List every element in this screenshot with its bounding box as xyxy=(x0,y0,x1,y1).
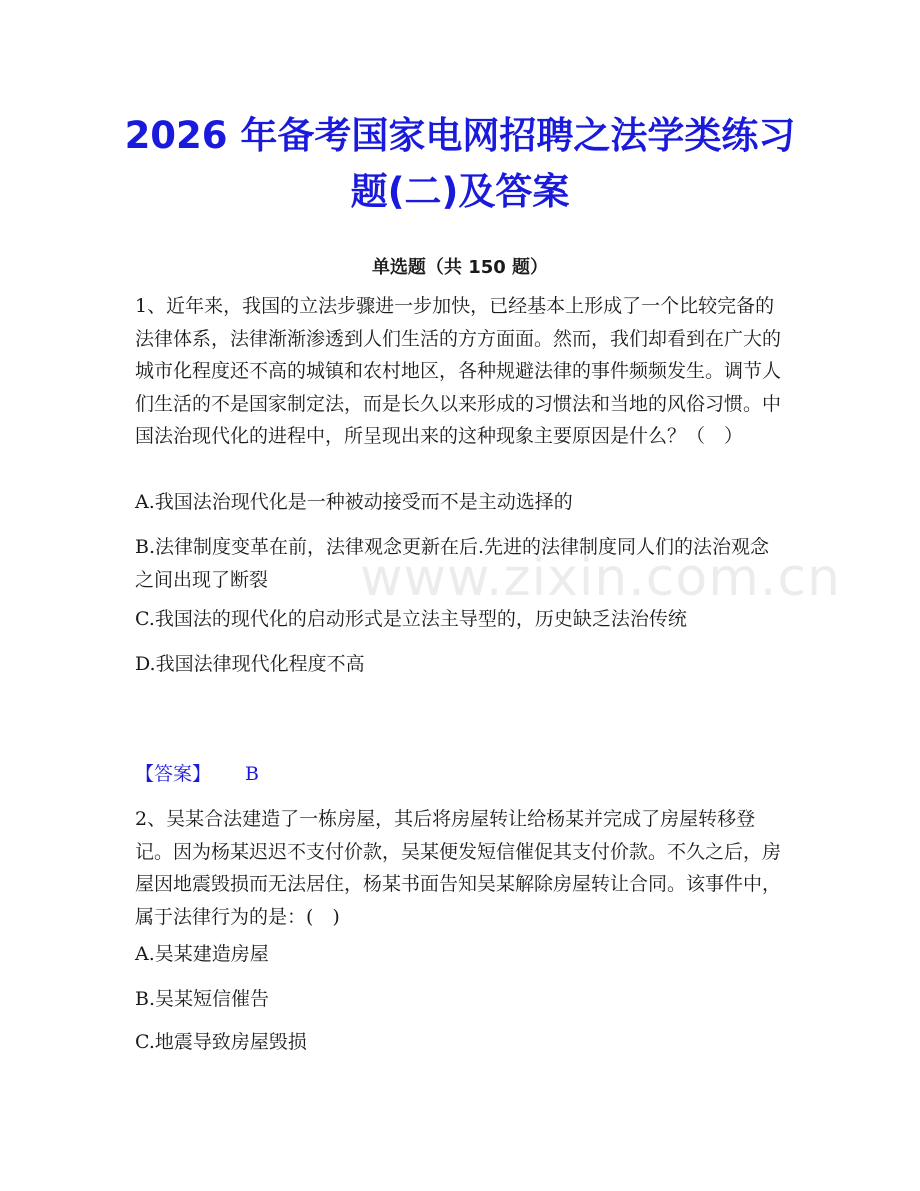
question-2-option-b: B.吴某短信催告 xyxy=(135,988,270,1010)
question-2-option-a: A.吴某建造房屋 xyxy=(135,943,269,965)
question-1-option-a: A.我国法治现代化是一种被动接受而不是主动选择的 xyxy=(135,491,573,513)
answer-label: 【答案】 xyxy=(135,763,212,785)
section-heading: 单选题（共 150 题） xyxy=(371,257,549,278)
question-1-stem: 1、近年来，我国的立法步骤进一步加快，已经基本上形成了一个比较完备的法律体系，法律渐渐渗透到人们生活的方方面面。然而，我们却看到在广大的城市化程度还不高的城镇和农村地区，各种规避法律的事件频频发生。调节人们生活的不是国家制定法，而是长久以来形成的习惯法和当地的风俗习惯。中国法治现代化的进程中，所呈现出来的这种现象主要原因是什么？（ ） xyxy=(135,295,782,447)
watermark: www.zixin.com.cn xyxy=(360,548,841,608)
question-1-option-d: D.我国法律现代化程度不高 xyxy=(135,653,365,675)
question-2-stem: 2、吴某合法建造了一栋房屋，其后将房屋转让给杨某并完成了房屋转移登记。因为杨某迟迟不支付价款，吴某便发短信催促其支付价款。不久之后，房屋因地震毁损而无法居住，杨某书面告知吴某解除房屋转让合同。该事件中，属于法律行为的是：( ) xyxy=(135,808,782,928)
document-title: 2026 年备考国家电网招聘之法学类练习题(二)及答案 xyxy=(124,114,796,213)
answer-value: B xyxy=(245,763,259,785)
question-1-answer xyxy=(135,758,259,790)
question-1-option-c: C.我国法的现代化的启动形式是立法主导型的，历史缺乏法治传统 xyxy=(135,608,687,630)
question-1-option-b: B.法律制度变革在前，法律观念更新在后.先进的法律制度同人们的法治观念之间出现了断裂 xyxy=(135,536,770,591)
question-2-option-c: C.地震导致房屋毁损 xyxy=(135,1031,307,1053)
